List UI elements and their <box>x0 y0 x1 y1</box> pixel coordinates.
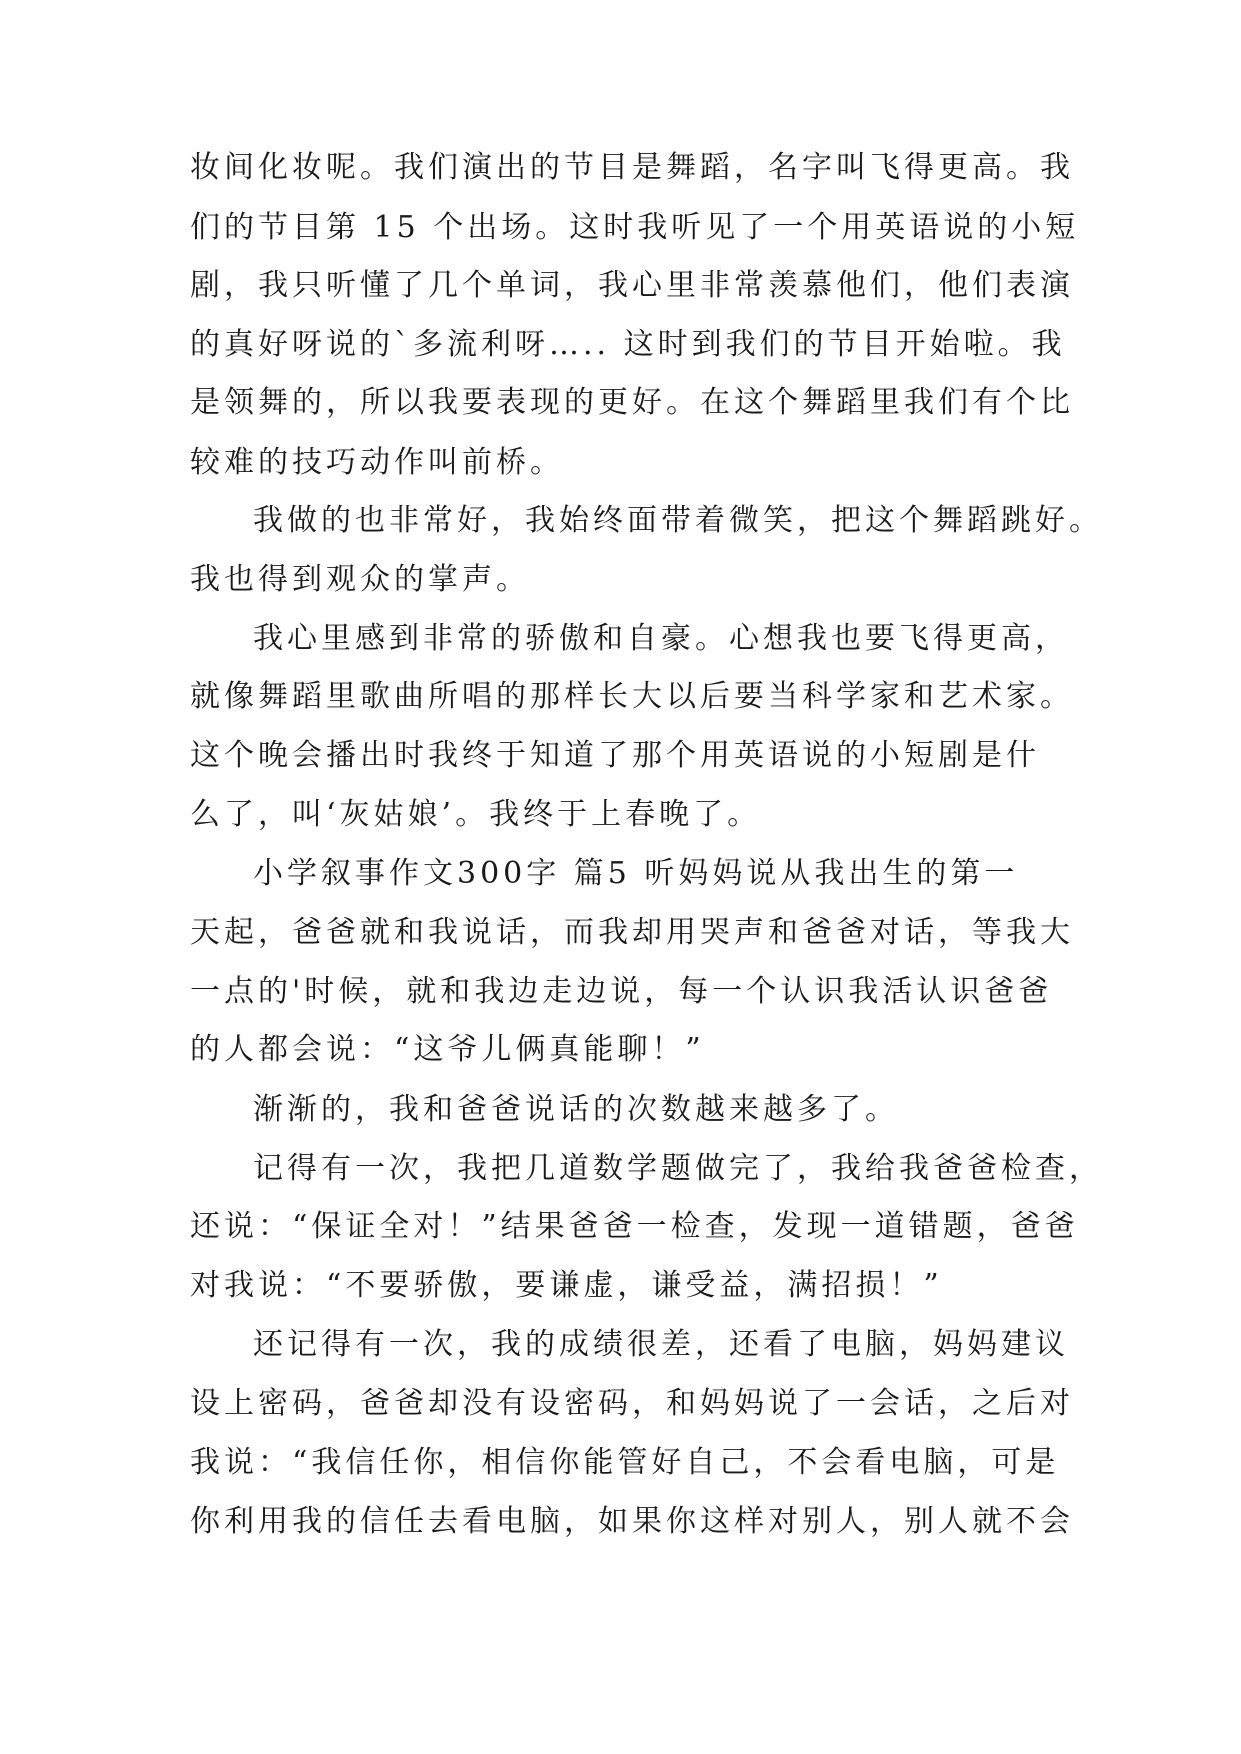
text-line-18: 记得有一次，我把几道数学题做完了，我给我爸爸检查， <box>253 1151 1103 1186</box>
text-line-1: 妆间化妆呢。我们演出的节目是舞蹈，名字叫飞得更高。我 <box>190 150 1074 185</box>
text-line-2: 们的节目第 15 个出场。这时我听见了一个用英语说的小短 <box>190 210 1080 245</box>
text-line-6: 较难的技巧动作叫前桥。 <box>190 445 564 480</box>
text-line-24: 你利用我的信任去看电脑，如果你这样对别人，别人就不会 <box>190 1504 1074 1539</box>
text-line-9: 我心里感到非常的骄傲和自豪。心想我也要飞得更高， <box>253 621 1069 656</box>
text-line-12: 么了，叫‘灰姑娘’。我终于上春晚了。 <box>190 797 762 832</box>
text-line-3: 剧，我只听懂了几个单词，我心里非常羡慕他们，他们表演 <box>190 268 1074 303</box>
text-line-21: 还记得有一次，我的成绩很差，还看了电脑，妈妈建议 <box>253 1327 1069 1362</box>
text-line-14: 天起，爸爸就和我说话，而我却用哭声和爸爸对话，等我大 <box>190 915 1074 950</box>
text-line-4: 的真好呀说的`多流利呀….. 这时到我们的节目开始啦。我 <box>190 327 1066 362</box>
text-line-7: 我做的也非常好，我始终面带着微笑，把这个舞蹈跳好。 <box>253 503 1103 538</box>
text-line-5: 是领舞的，所以我要表现的更好。在这个舞蹈里我们有个比 <box>190 385 1074 420</box>
text-line-20: 对我说：“不要骄傲，要谦虚，谦受益，满招损！” <box>190 1268 943 1303</box>
text-line-10: 就像舞蹈里歌曲所唱的那样长大以后要当科学家和艺术家。 <box>190 679 1074 714</box>
text-line-8: 我也得到观众的掌声。 <box>190 562 530 597</box>
text-line-15: 一点的'时候，就和我边走边说，每一个认识我活认识爸爸 <box>190 974 1053 1009</box>
text-line-11: 这个晚会播出时我终于知道了那个用英语说的小短剧是什 <box>190 738 1040 773</box>
text-line-17: 渐渐的，我和爸爸说话的次数越来越多了。 <box>253 1092 899 1127</box>
text-line-16: 的人都会说：“这爷儿俩真能聊！” <box>190 1032 705 1067</box>
text-line-22: 设上密码，爸爸却没有设密码，和妈妈说了一会话，之后对 <box>190 1386 1074 1421</box>
text-line-13: 小学叙事作文300字 篇5 听妈妈说从我出生的第一 <box>253 856 1019 891</box>
text-line-19: 还说：“保证全对！”结果爸爸一检查，发现一道错题，爸爸 <box>190 1209 1079 1244</box>
text-line-23: 我说：“我信任你，相信你能管好自己，不会看电脑，可是 <box>190 1445 1060 1480</box>
